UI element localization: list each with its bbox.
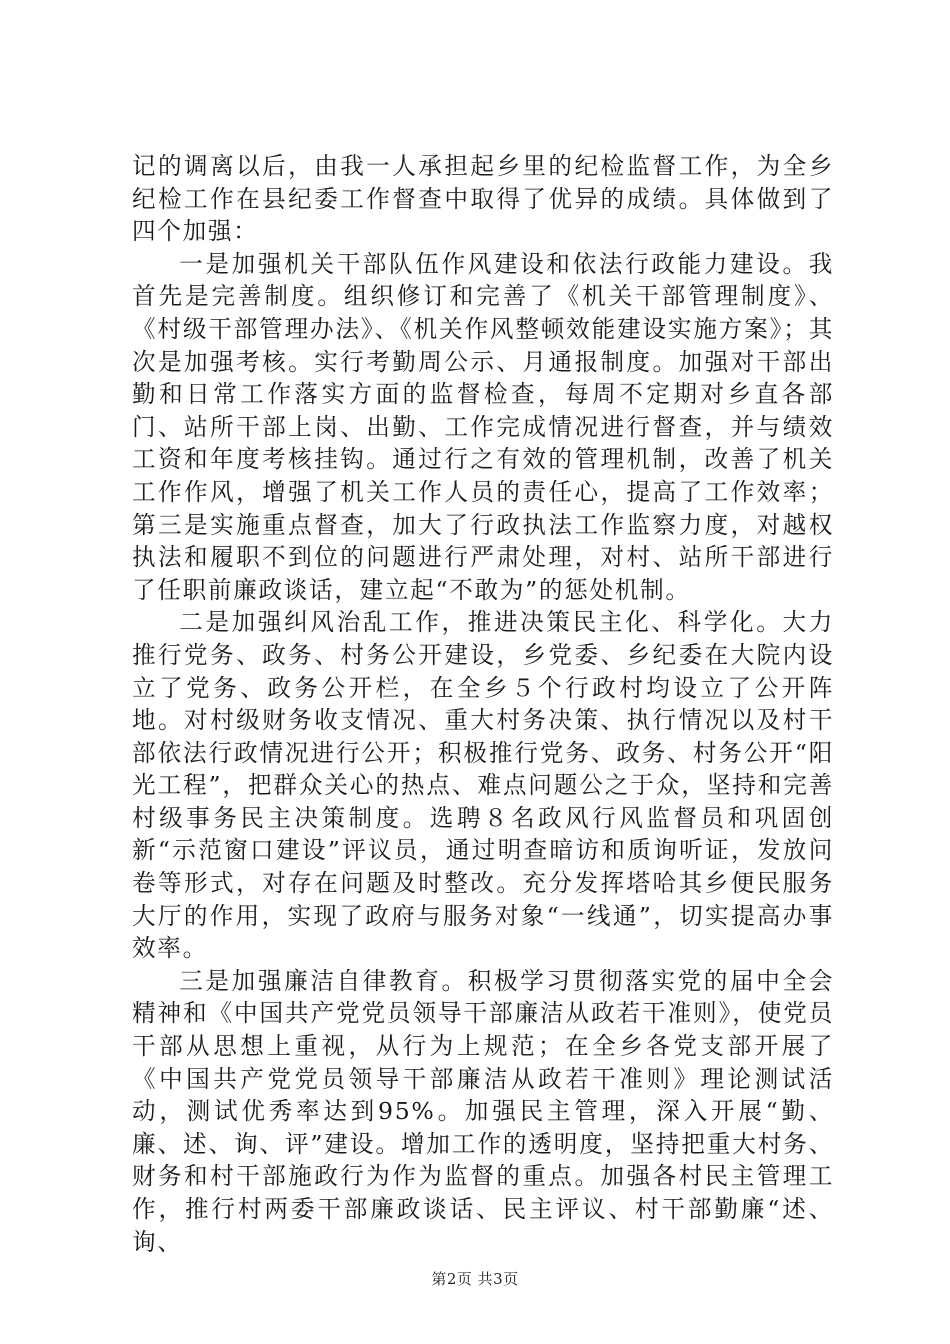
paragraph-continuation: 记的调离以后，由我一人承担起乡里的纪检监督工作，为全乡纪检工作在县纪委工作督查中取得了优异的成绩。具体做到了四个加强：: [132, 152, 834, 246]
document-body: [132, 150, 834, 1258]
page-footer: 第2页 共3页: [431, 1270, 519, 1288]
paragraph-third-strengthen: 三是加强廉洁自律教育。积极学习贯彻落实党的届中全会精神和《中国共产党党员领导干部廉洁从政若干准则》，使党员干部从思想上重视，从行为上规范；在全乡各党支部开展了《中国共产党党员领导干部廉洁从政若干准则》理论测试活动，测试优秀率达到95%。加强民主管理，深入开展“勤、廉、述、询、评”建设。增加工作的透明度，坚持把重大村务、财务和村干部施政行为作为监督的重点。加强各村民主管理工作，推行村两委干部廉政谈话、民主评议、村干部勤廉“述、询、: [132, 966, 834, 1256]
paragraph-first-strengthen: 一是加强机关干部队伍作风建设和依法行政能力建设。我首先是完善制度。组织修订和完善了《机关干部管理制度》、《村级干部管理办法》、《机关作风整顿效能建设实施方案》；其次是加强考核。实行考勤周公示、月通报制度。加强对干部出勤和日常工作落实方面的监督检查，每周不定期对乡直各部门、站所干部上岗、出勤、工作完成情况进行督查，并与绩效工资和年度考核挂钩。通过行之有效的管理机制，改善了机关工作作风，增强了机关工作人员的责任心，提高了工作效率；第三是实施重点督查，加大了行政执法工作监察力度，对越权执法和履职不到位的问题进行严肃处理，对村、站所干部进行了任职前廉政谈话，建立起“不敢为”的惩处机制。: [132, 249, 834, 604]
paragraph-second-strengthen: 二是加强纠风治乱工作，推进决策民主化、科学化。大力推行党务、政务、村务公开建设，乡党委、乡纪委在大院内设立了党务、政务公开栏，在全乡５个行政村均设立了公开阵地。对村级财务收支情况、重大村务决策、执行情况以及村干部依法行政情况进行公开；积极推行党务、政务、村务公开“阳光工程”，把群众关心的热点、难点问题公之于众，坚持和完善村级事务民主决策制度。选聘８名政风行风监督员和巩固创新“示范窗口建设”评议员，通过明查暗访和质询听证，发放问卷等形式，对存在问题及时整改。充分发挥塔哈其乡便民服务大厅的作用，实现了政府与服务对象“一线通”，切实提高办事效率。: [132, 608, 834, 963]
